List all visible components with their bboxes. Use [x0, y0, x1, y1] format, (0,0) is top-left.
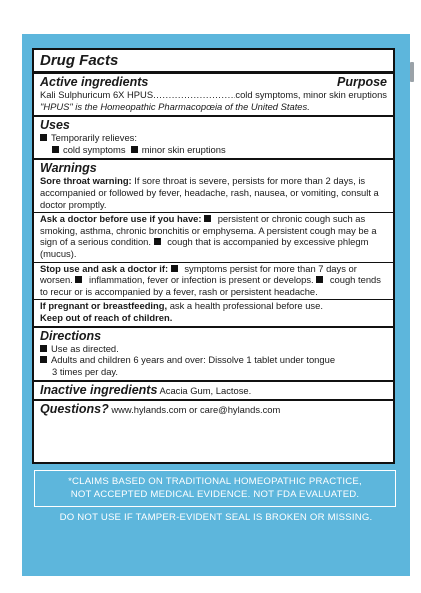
claims-line-1: *CLAIMS BASED ON TRADITIONAL HOMEOPATHIC PRACTICE,	[68, 476, 362, 487]
drug-facts-box	[32, 48, 395, 464]
bullet-square	[154, 238, 161, 245]
bullet-square	[40, 345, 47, 352]
stop-use-text-2: inflammation, fever or infection is present or develops.	[86, 274, 314, 286]
ask-doctor-warning	[34, 213, 393, 262]
uses-item-cold: cold symptoms	[63, 143, 126, 155]
ingredient-row	[40, 89, 387, 101]
directions-item-2-cont: 3 times per day.	[52, 365, 118, 377]
bullet-square	[40, 356, 47, 363]
purpose-heading: Purpose	[336, 75, 387, 89]
ingredient-name: Kali Sulphuricum 6X HPUS	[40, 89, 154, 100]
sore-throat-label: Sore throat warning:	[40, 175, 132, 187]
pregnancy-label: If pregnant or breastfeeding,	[40, 300, 168, 312]
stop-use-warning	[34, 263, 393, 301]
side-edge-mark	[410, 62, 414, 82]
bullet-square	[131, 146, 138, 153]
warnings-section	[34, 160, 393, 175]
inactive-heading: Inactive ingredients	[40, 383, 158, 398]
warnings-heading: Warnings	[40, 161, 97, 176]
hpus-note: "HPUS" is the Homeopathic Pharmacopœia of the United States.	[40, 100, 310, 112]
bullet-square	[40, 134, 47, 141]
bullet-square	[204, 215, 211, 222]
questions-text: www.hylands.com or care@hylands.com	[111, 404, 281, 416]
ask-doctor-label: Ask a doctor before use if you have:	[40, 213, 202, 225]
uses-heading: Uses	[40, 118, 70, 133]
claims-line-2: NOT ACCEPTED MEDICAL EVIDENCE. NOT FDA EVALUATED.	[70, 489, 360, 500]
directions-item-2: Adults and children 6 years and over: Dissolve 1 tablet under tongue	[51, 354, 336, 366]
tamper-seal-warning: DO NOT USE IF TAMPER-EVIDENT SEAL IS BROKEN OR MISSING.	[59, 512, 373, 523]
active-ingredients-heading: Active ingredients	[40, 75, 149, 89]
pregnancy-text: ask a health professional before use.	[167, 300, 323, 312]
pregnancy-warning	[34, 300, 393, 327]
directions-item-1: Use as directed.	[51, 342, 119, 354]
drug-facts-title: Drug Facts	[34, 50, 393, 74]
bullet-square	[52, 146, 59, 153]
uses-intro: Temporarily relieves:	[51, 132, 137, 144]
claims-disclaimer-box	[34, 470, 396, 507]
bullet-square	[171, 265, 178, 272]
sore-throat-warning	[34, 175, 393, 213]
ask-doctor-text-2: cough that is accompanied by excessive phlegm (mucus).	[40, 236, 369, 259]
leader-dots	[153, 89, 235, 101]
bullet-square	[316, 276, 323, 283]
questions-heading: Questions?	[40, 402, 109, 417]
inactive-text: Acacia Gum, Lactose.	[159, 385, 252, 397]
stop-use-text-3: cough tends to recur or is accompanied by a fever, rash or persistent headache.	[40, 274, 381, 297]
active-ingredients-section	[34, 74, 393, 117]
uses-section	[34, 117, 393, 160]
keep-out-of-reach: Keep out of reach of children.	[40, 311, 173, 323]
questions-section	[34, 401, 393, 416]
directions-section	[34, 328, 393, 383]
bullet-square	[75, 276, 82, 283]
ask-doctor-text-1: persistent or chronic cough such as smoking, asthma, chronic bronchitis or emphysema. A persistent cough may be a sign of a serious condition.	[40, 213, 377, 248]
stop-use-label: Stop use and ask a doctor if:	[40, 262, 169, 274]
inactive-section	[34, 382, 393, 401]
uses-item-skin: minor skin eruptions	[141, 143, 226, 155]
ingredient-purpose: cold symptoms, minor skin eruptions	[235, 89, 387, 100]
sore-throat-text: If sore throat is severe, persists for more than 2 days, is accompanied or followed by fever, headache, rash, nausea, or vomiting, consult a doctor promptly.	[40, 175, 379, 210]
stop-use-text-1: symptoms persist for more than 7 days or worsen.	[40, 262, 357, 286]
directions-heading: Directions	[40, 328, 102, 343]
